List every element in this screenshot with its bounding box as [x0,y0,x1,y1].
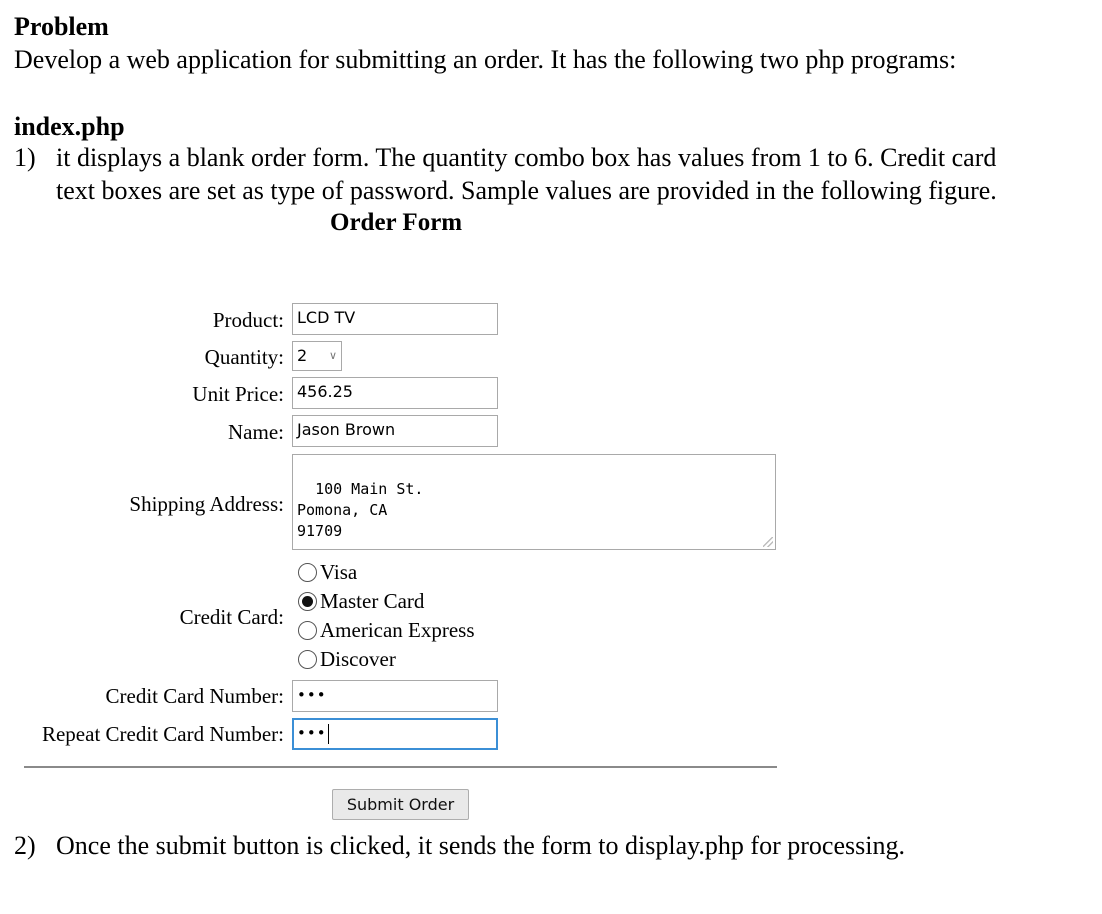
form-divider [24,766,777,768]
radio-visa[interactable] [298,558,475,587]
radio-master-card[interactable] [298,587,475,616]
credit-card-label: Credit Card: [179,605,284,629]
radio-discover-label: Discover [320,647,396,671]
submit-order-button[interactable]: Submit Order [332,789,469,820]
chevron-down-icon: ∨ [328,349,337,362]
name-input[interactable]: Jason Brown [292,415,498,447]
problem-description: Develop a web application for submitting an order. It has the following two php programs: [14,45,957,74]
radio-discover-circle[interactable] [298,650,317,669]
radio-visa-circle[interactable] [298,563,317,582]
cc-number-masked: ••• [297,686,327,704]
quantity-value: 2 [297,346,308,365]
repeat-cc-number-label: Repeat Credit Card Number: [41,722,284,746]
repeat-cc-number-masked: ••• [297,724,327,742]
index-heading: index.php [14,112,125,141]
radio-american-express-label: American Express [320,618,475,642]
item1-line1: it displays a blank order form. The quantity combo box has values from 1 to 6. Credit card [56,143,997,172]
item1-number: 1) [14,143,36,172]
radio-master-card-circle[interactable] [298,592,317,611]
quantity-label: Quantity: [204,345,284,369]
shipping-address-text: 100 Main St. Pomona, CA 91709 [297,480,424,540]
product-label: Product: [212,308,284,332]
item2-number: 2) [14,831,36,860]
item1-line2: text boxes are set as type of password. Sample values are provided in the following figure. [56,176,997,205]
radio-american-express-circle[interactable] [298,621,317,640]
problem-heading: Problem [14,12,109,41]
shipping-address-label: Shipping Address: [129,492,284,516]
order-form-title: Order Form [330,209,463,236]
unit-price-input[interactable]: 456.25 [292,377,498,409]
name-label: Name: [228,420,284,444]
radio-visa-label: Visa [320,560,358,584]
product-input[interactable]: LCD TV [292,303,498,335]
item2-text: Once the submit button is clicked, it sends the form to display.php for processing. [56,831,905,860]
shipping-address-textarea[interactable] [292,454,776,550]
resize-grip-icon[interactable] [763,537,773,547]
unit-price-label: Unit Price: [192,382,284,406]
radio-american-express[interactable] [298,616,475,645]
cc-number-label: Credit Card Number: [105,684,284,708]
radio-discover[interactable] [298,645,475,674]
repeat-cc-number-input[interactable] [292,718,498,750]
credit-card-radio-group [298,558,475,674]
radio-master-card-label: Master Card [320,589,425,613]
quantity-select[interactable] [292,341,342,371]
cc-number-input[interactable] [292,680,498,712]
text-caret [328,724,329,744]
